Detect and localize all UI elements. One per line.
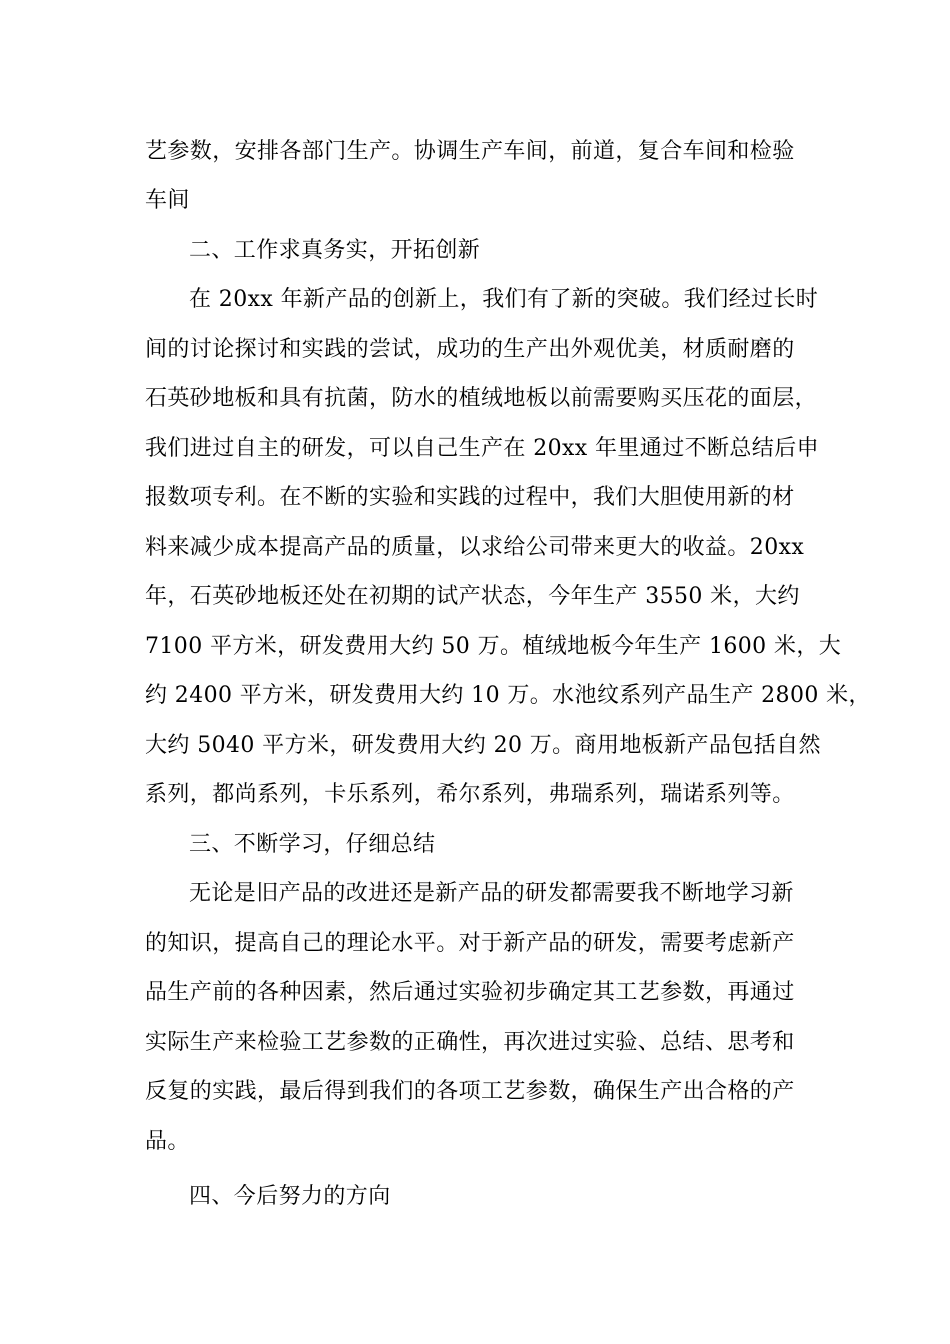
paragraph-line: 石英砂地板和具有抗菌，防水的植绒地板以前需要购买压花的面层， <box>145 386 818 411</box>
paragraph-line: 车间 <box>145 188 190 213</box>
paragraph-line: 反复的实践，最后得到我们的各项工艺参数，确保生产出合格的产 <box>145 1079 795 1104</box>
paragraph-line: 品。 <box>145 1129 190 1154</box>
paragraph-line: 系列，都尚系列，卡乐系列，希尔系列，弗瑞系列，瑞诺系列等。 <box>145 782 795 807</box>
section-heading: 四、今后努力的方向 <box>189 1184 391 1209</box>
paragraph-line: 的知识，提高自己的理论水平。对于新产品的研发，需要考虑新产 <box>145 931 795 956</box>
paragraph-line: 我们进过自主的研发，可以自己生产在 20xx 年里通过不断总结后申 <box>145 436 819 461</box>
paragraph-line: 大约 5040 平方米，研发费用大约 20 万。商用地板新产品包括自然 <box>145 733 821 758</box>
paragraph-line: 料来减少成本提高产品的质量，以求给公司带来更大的收益。20xx <box>145 535 805 560</box>
section-heading: 三、不断学习，仔细总结 <box>189 832 436 857</box>
paragraph-line: 报数项专利。在不断的实验和实践的过程中，我们大胆使用新的材 <box>145 485 795 510</box>
paragraph-line: 7100 平方米，研发费用大约 50 万。植绒地板今年生产 1600 米，大 <box>145 634 842 659</box>
paragraph-line: 年，石英砂地板还处在初期的试产状态，今年生产 3550 米，大约 <box>145 584 800 609</box>
section-heading: 二、工作求真务实，开拓创新 <box>189 238 481 263</box>
paragraph-line: 约 2400 平方米，研发费用大约 10 万。水池纹系列产品生产 2800 米， <box>145 683 871 708</box>
paragraph-line: 在 20xx 年新产品的创新上，我们有了新的突破。我们经过长时 <box>189 287 819 312</box>
paragraph-line: 艺参数，安排各部门生产。协调生产车间，前道，复合车间和检验 <box>145 139 795 164</box>
paragraph-line: 品生产前的各种因素，然后通过实验初步确定其工艺参数，再通过 <box>145 980 795 1005</box>
paragraph-line: 间的讨论探讨和实践的尝试，成功的生产出外观优美，材质耐磨的 <box>145 337 795 362</box>
paragraph-line: 无论是旧产品的改进还是新产品的研发都需要我不断地学习新 <box>189 881 794 906</box>
paragraph-line: 实际生产来检验工艺参数的正确性，再次进过实验、总结、思考和 <box>145 1030 795 1055</box>
